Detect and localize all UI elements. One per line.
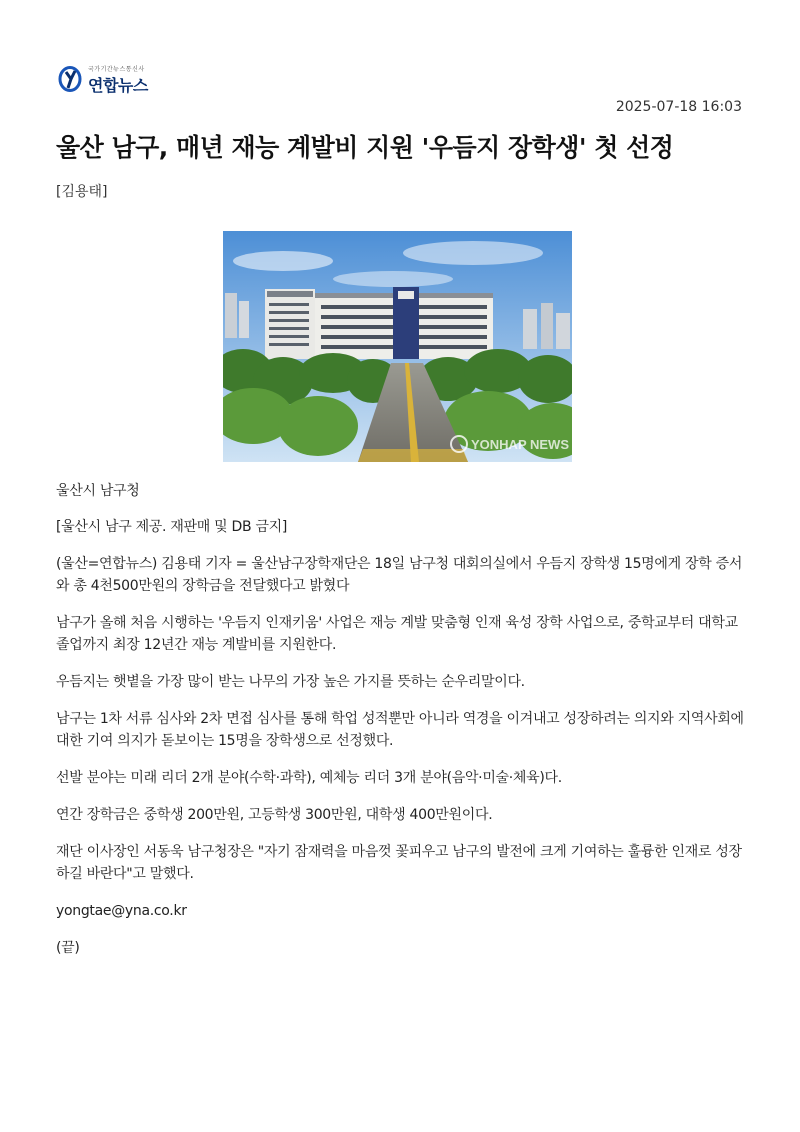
reporter-email[interactable]: yongtae@yna.co.kr — [56, 903, 187, 919]
paragraph: (울산=연합뉴스) 김용태 기자 = 울산남구장학재단은 18일 남구청 대회의실에서 우듬지 장학생 15명에게 장학 증서와 총 4천500만원의 장학금을 전달했다고 밝혔다 — [56, 556, 743, 594]
paragraph: 연간 장학금은 중학생 200만원, 고등학생 300만원, 대학생 400만원이다. — [56, 807, 493, 823]
article-photo[interactable] — [223, 231, 572, 462]
logo-name: 연합뉴스 — [88, 76, 148, 95]
paragraph: 남구가 올해 처음 시행하는 '우듬지 인재키움' 사업은 재능 계발 맞춤형 인재 육성 장학 사업으로, 중학교부터 대학교 졸업까지 최장 12년간 재능 계발비를 지원한다. — [56, 615, 738, 653]
article-title: 울산 남구, 매년 재능 계발비 지원 '우듬지 장학생' 첫 선정 — [56, 133, 674, 162]
paragraph: 우듬지는 햇볕을 가장 많이 받는 나무의 가장 높은 가지를 뜻하는 순우리말이다. — [56, 674, 525, 690]
paragraph: 선발 분야는 미래 리더 2개 분야(수학·과학), 예체능 리더 3개 분야(음악·미술·체육)다. — [56, 770, 562, 786]
end-mark: (끝) — [56, 940, 80, 956]
yonhap-logo-icon — [58, 66, 82, 92]
paragraph: 남구는 1차 서류 심사와 2차 면접 심사를 통해 학업 성적뿐만 아니라 역경을 이겨내고 성장하려는 의지와 지역사회에 대한 기여 의지가 돋보이는 15명을 장학생으로 선정했다. — [56, 711, 744, 749]
photo-watermark: YONHAP NEWS — [471, 437, 569, 452]
photo-caption: 울산시 남구청 — [56, 483, 140, 499]
photo-credit: [울산시 남구 제공. 재판매 및 DB 금지] — [56, 519, 288, 535]
article-body — [56, 480, 746, 974]
paragraph: 재단 이사장인 서동욱 남구청장은 "자기 잠재력을 마음껏 꽃피우고 남구의 발전에 크게 기여하는 훌륭한 인재로 성장하길 바란다"고 말했다. — [56, 844, 742, 882]
publish-date: 2025-07-18 16:03 — [615, 99, 742, 115]
yonhap-logo[interactable] — [58, 64, 168, 98]
byline: [김용태] — [56, 184, 108, 200]
logo-tagline: 국가기간뉴스통신사 — [88, 66, 145, 73]
